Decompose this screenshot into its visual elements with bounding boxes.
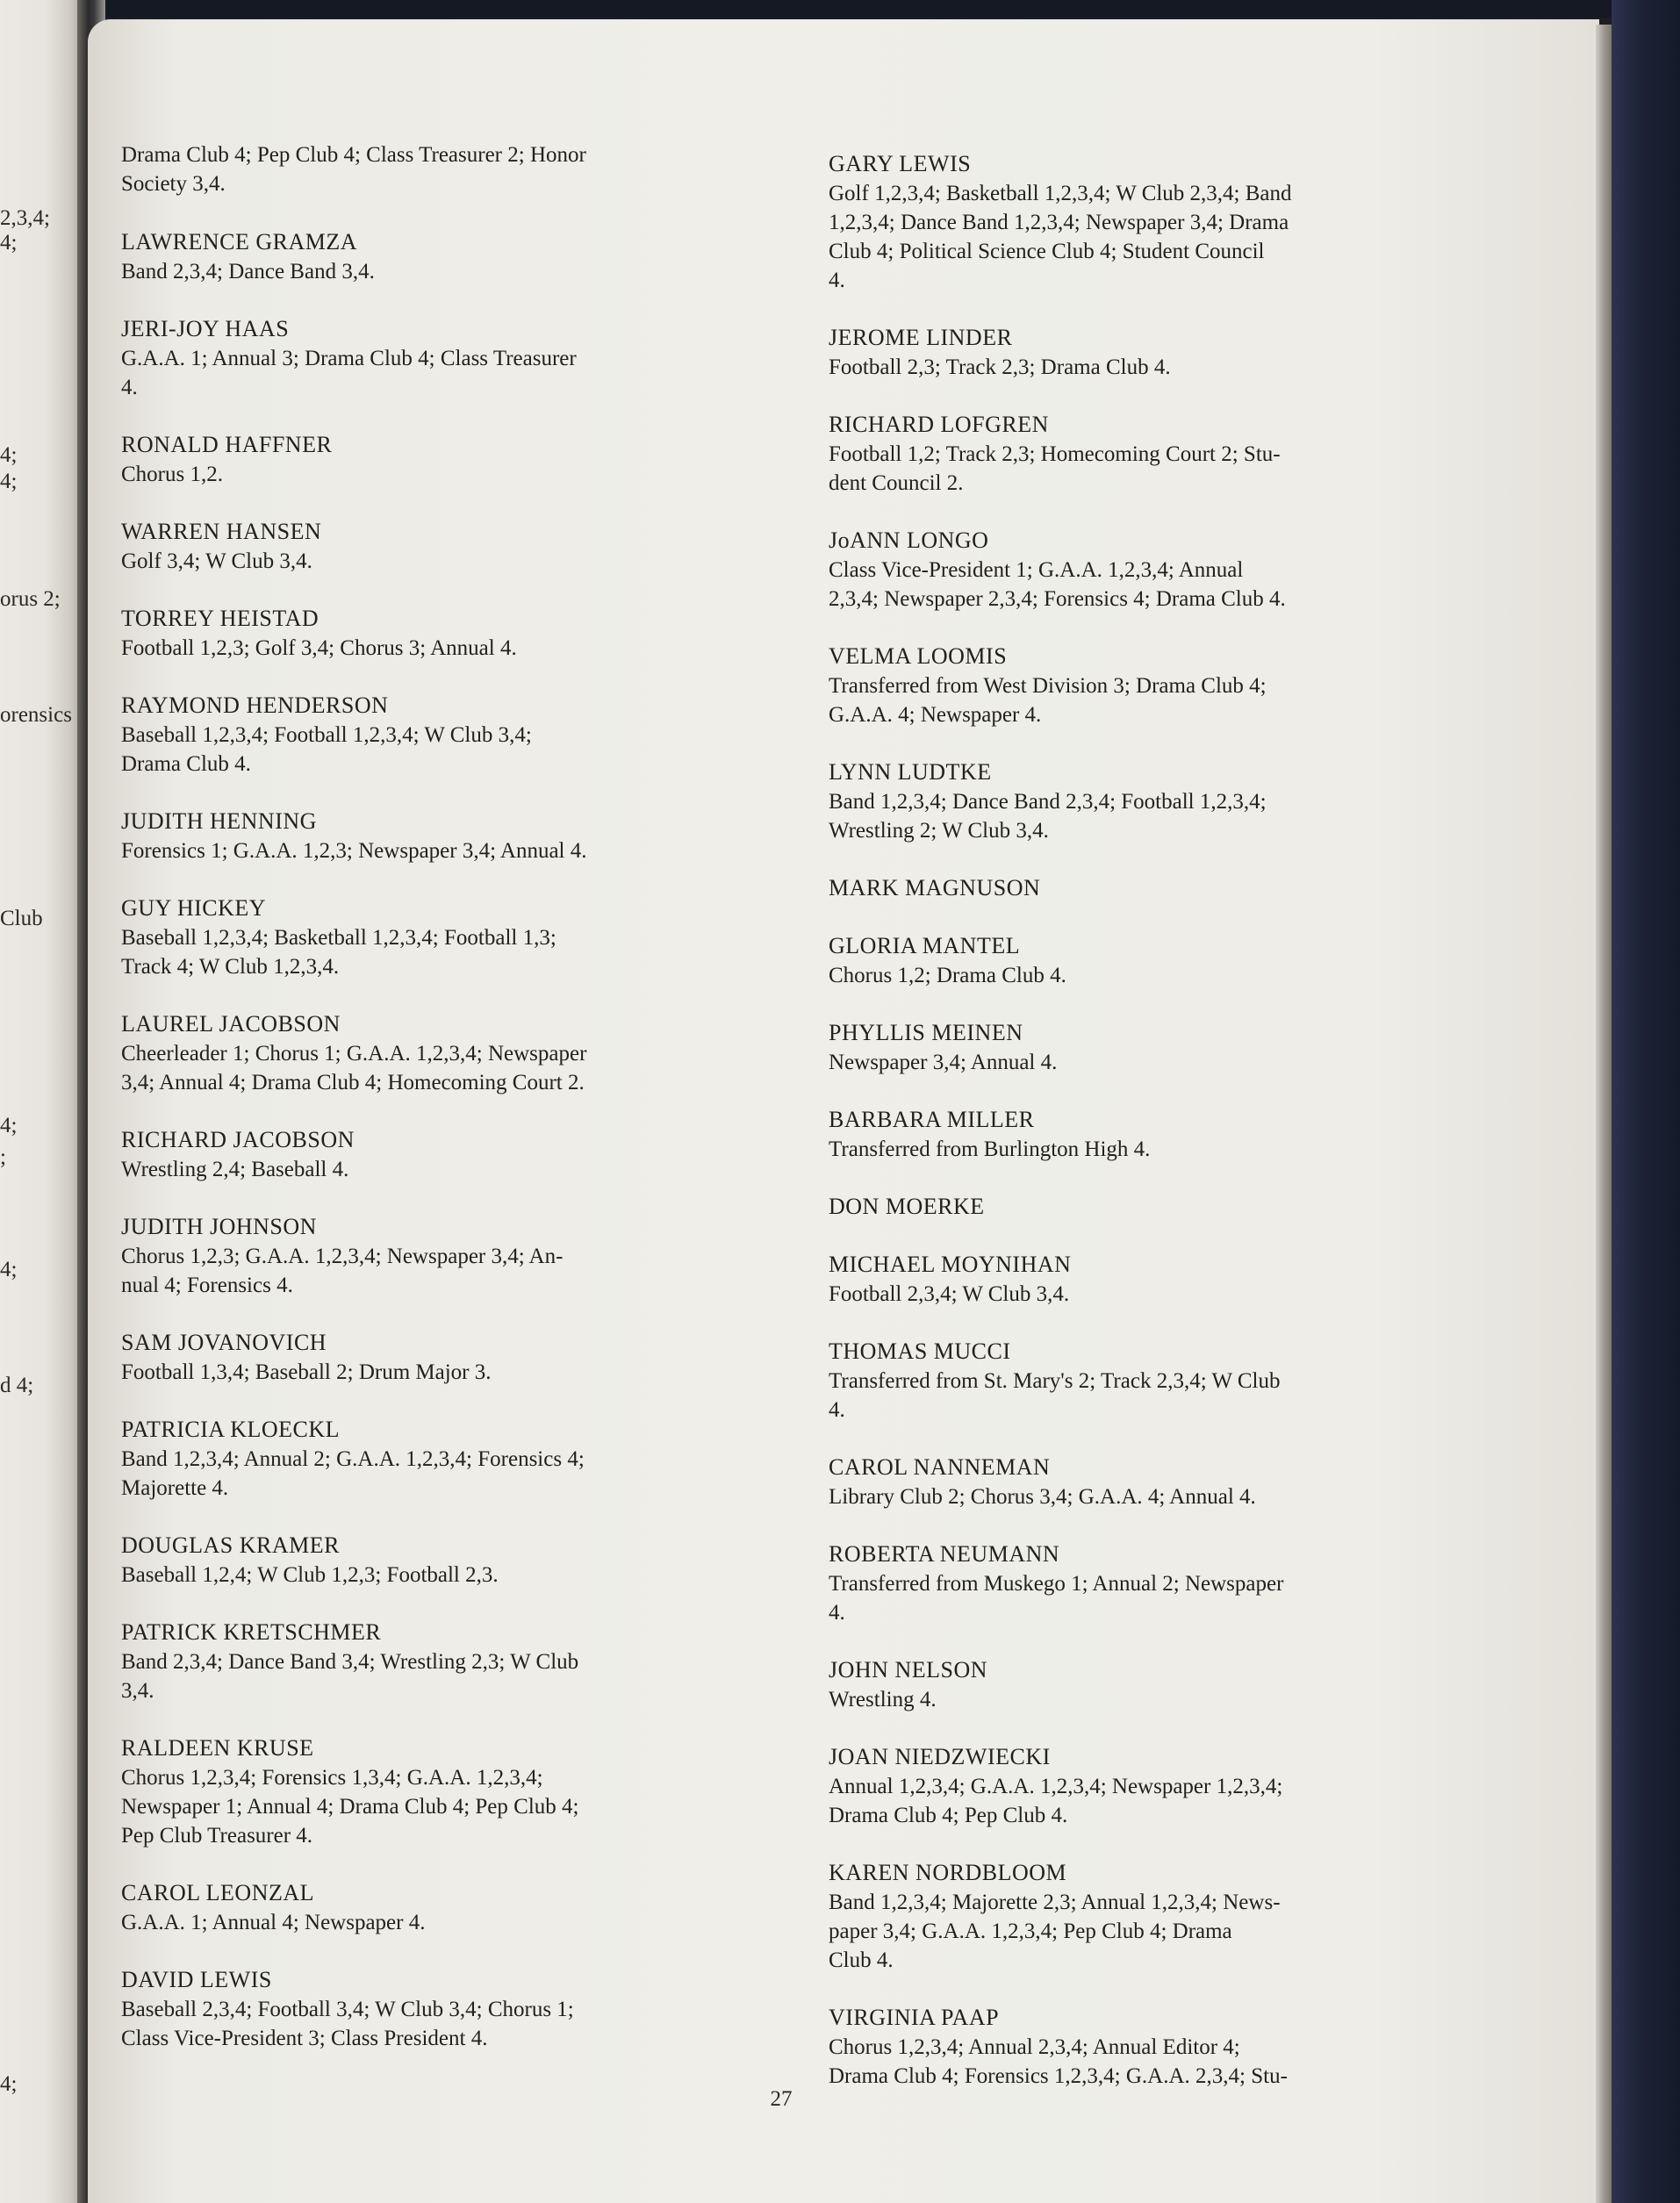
- book-cover-top-edge: [53, 0, 1680, 18]
- student-name: WARREN HANSEN: [121, 519, 322, 544]
- student-activities: Band 1,2,3,4; Majorette 2,3; Annual 1,2,3,4; News- paper 3,4; G.A.A. 1,2,3,4; Pep Club 4; Drama Club 4.: [829, 1891, 1281, 1972]
- student-name: MICHAEL MOYNIHAN: [829, 1252, 1072, 1277]
- student-entry: [829, 1250, 1461, 1309]
- student-name: BARBARA MILLER: [829, 1107, 1035, 1132]
- student-entry: [829, 1655, 1461, 1714]
- student-entry: [121, 1212, 753, 1300]
- student-entry: [121, 1878, 753, 1937]
- page-stack-edge: [1596, 25, 1612, 2203]
- senior-activities-right-column: [829, 140, 1461, 2091]
- student-entry: [829, 410, 1461, 498]
- student-activities: Chorus 1,2,3,4; Forensics 1,3,4; G.A.A. 1,2,3,4; Newspaper 1; Annual 4; Drama Club 4; Pep Club 4; Pep Club Treasurer 4.: [121, 1766, 579, 1848]
- student-entry: [829, 1337, 1461, 1424]
- student-entry: [121, 227, 753, 286]
- student-activities: Band 1,2,3,4; Dance Band 2,3,4; Football 1,2,3,4; Wrestling 2; W Club 3,4.: [829, 790, 1267, 843]
- student-entry: [829, 1453, 1461, 1511]
- student-activities: Baseball 1,2,3,4; Basketball 1,2,3,4; Football 1,3; Track 4; W Club 1,2,3,4.: [121, 926, 556, 979]
- student-name: JOHN NELSON: [829, 1657, 987, 1683]
- student-name: RAYMOND HENDERSON: [121, 692, 389, 718]
- student-activities: Transferred from Burlington High 4.: [829, 1137, 1151, 1161]
- student-activities: Transferred from West Division 3; Drama Club 4; G.A.A. 4; Newspaper 4.: [829, 674, 1267, 727]
- student-name: JOAN NIEDZWIECKI: [829, 1744, 1051, 1769]
- student-name: LAWRENCE GRAMZA: [121, 229, 358, 255]
- left-page-fragment: 4;: [0, 1258, 18, 1281]
- student-activities: Newspaper 3,4; Annual 4.: [829, 1051, 1058, 1074]
- student-entry: [829, 873, 1461, 903]
- student-activities: Annual 1,2,3,4; G.A.A. 1,2,3,4; Newspaper 1,2,3,4; Drama Club 4; Pep Club 4.: [829, 1775, 1283, 1827]
- student-entry: [121, 1328, 753, 1387]
- student-name: JUDITH JOHNSON: [121, 1214, 317, 1239]
- student-entry: [829, 931, 1461, 990]
- student-entry: [829, 1539, 1461, 1627]
- student-activities: Cheerleader 1; Chorus 1; G.A.A. 1,2,3,4; Newspaper 3,4; Annual 4; Drama Club 4; Homecoming Court 2.: [121, 1042, 587, 1094]
- student-name: VIRGINIA PAAP: [829, 2005, 1000, 2030]
- student-entry: [829, 149, 1461, 295]
- left-page-fragment: 4;: [0, 1114, 18, 1137]
- student-name: DON MOERKE: [829, 1194, 985, 1219]
- left-page-fragment: orus 2;: [0, 587, 61, 611]
- student-name: DAVID LEWIS: [121, 1967, 272, 1992]
- student-name: ROBERTA NEUMANN: [829, 1541, 1060, 1567]
- student-activities: Football 1,2; Track 2,3; Homecoming Court 2; Stu- dent Council 2.: [829, 442, 1281, 495]
- student-name: KAREN NORDBLOOM: [829, 1860, 1067, 1885]
- page-number: 27: [770, 2087, 793, 2111]
- student-entry: [121, 1618, 753, 1705]
- student-activities: Football 2,3,4; W Club 3,4.: [829, 1282, 1070, 1306]
- student-name: JEROME LINDER: [829, 325, 1013, 350]
- student-name: LAUREL JACOBSON: [121, 1011, 341, 1037]
- student-activities: Baseball 1,2,3,4; Football 1,2,3,4; W Club 3,4; Drama Club 4.: [121, 723, 532, 776]
- student-activities: G.A.A. 1; Annual 3; Drama Club 4; Class Treasurer 4.: [121, 347, 577, 399]
- student-activities: G.A.A. 1; Annual 4; Newspaper 4.: [121, 1911, 426, 1934]
- student-entry: [121, 604, 753, 663]
- student-entry: [121, 1733, 753, 1850]
- student-name: PATRICIA KLOECKL: [121, 1417, 341, 1442]
- left-page-fragment: d 4;: [0, 1374, 34, 1397]
- student-activities: Football 2,3; Track 2,3; Drama Club 4.: [829, 355, 1171, 379]
- student-activities: Chorus 1,2,3,4; Annual 2,3,4; Annual Editor 4; Drama Club 4; Forensics 1,2,3,4; G.A.A. 2,3,4; Stu-: [829, 2035, 1288, 2088]
- student-name: RICHARD LOFGREN: [829, 412, 1049, 437]
- student-activities: Forensics 1; G.A.A. 1,2,3; Newspaper 3,4; Annual 4.: [121, 839, 587, 863]
- student-activities: Golf 3,4; W Club 3,4.: [121, 549, 312, 573]
- student-entry: [121, 691, 753, 779]
- student-activities: Chorus 1,2.: [121, 463, 223, 486]
- student-activities: Band 1,2,3,4; Annual 2; G.A.A. 1,2,3,4; Forensics 4; Majorette 4.: [121, 1447, 585, 1500]
- student-name: LYNN LUDTKE: [829, 759, 992, 785]
- student-activities: Class Vice-President 1; G.A.A. 1,2,3,4; Annual 2,3,4; Newspaper 2,3,4; Forensics 4; Drama Club 4.: [829, 558, 1286, 611]
- student-activities: Golf 1,2,3,4; Basketball 1,2,3,4; W Club 2,3,4; Band 1,2,3,4; Dance Band 1,2,3,4; Newspaper 3,4; Drama Club 4; Political Science Club 4; Student Council 4.: [829, 182, 1292, 292]
- left-page-fragment: Club: [0, 907, 43, 930]
- student-entry: [121, 807, 753, 865]
- student-name: PATRICK KRETSCHMER: [121, 1619, 382, 1645]
- student-entry: [829, 757, 1461, 845]
- student-name: JERI-JOY HAAS: [121, 316, 290, 341]
- student-entry: [121, 1009, 753, 1097]
- left-page-fragment: 2,3,4;: [0, 206, 50, 230]
- left-page-fragment: ;: [0, 1145, 6, 1169]
- student-activities: Baseball 1,2,4; W Club 1,2,3; Football 2,3.: [121, 1563, 499, 1587]
- student-name: VELMA LOOMIS: [829, 643, 1008, 669]
- student-activities: Wrestling 4.: [829, 1688, 937, 1711]
- book-cover-right-edge: [1612, 0, 1680, 2203]
- student-name: GARY LEWIS: [829, 151, 972, 176]
- student-activities: Band 2,3,4; Dance Band 3,4.: [121, 260, 375, 283]
- student-name: JoANN LONGO: [829, 527, 989, 553]
- student-entry: [121, 314, 753, 402]
- student-activities: Transferred from St. Mary's 2; Track 2,3,4; W Club 4.: [829, 1369, 1281, 1422]
- left-page-fragment: orensics: [0, 703, 72, 727]
- student-name: PHYLLIS MEINEN: [829, 1020, 1023, 1045]
- left-page-fragment: 4;: [0, 443, 18, 467]
- left-page-edge: [0, 0, 83, 2203]
- student-activities: Baseball 2,3,4; Football 3,4; W Club 3,4; Chorus 1; Class Vice-President 3; Class President 4.: [121, 1998, 574, 2050]
- student-entry: [121, 1125, 753, 1184]
- student-entry: [829, 1018, 1461, 1077]
- student-entry: [829, 1105, 1461, 1164]
- left-page-fragment: 4;: [0, 231, 18, 255]
- student-entry: [829, 2003, 1461, 2091]
- student-activities: Football 1,3,4; Baseball 2; Drum Major 3.: [121, 1360, 492, 1384]
- student-entry: [829, 526, 1461, 614]
- student-activities: Chorus 1,2; Drama Club 4.: [829, 964, 1066, 987]
- student-name: MARK MAGNUSON: [829, 875, 1041, 901]
- student-entry: [829, 323, 1461, 382]
- student-entry: [121, 1415, 753, 1503]
- student-name: RONALD HAFFNER: [121, 432, 333, 457]
- student-activities: Drama Club 4; Pep Club 4; Class Treasurer 2; Honor Society 3,4.: [121, 143, 586, 196]
- student-name: SAM JOVANOVICH: [121, 1330, 327, 1355]
- student-name: CAROL NANNEMAN: [829, 1454, 1051, 1480]
- student-entry: [829, 1192, 1461, 1222]
- student-entry: [121, 517, 753, 576]
- student-entry: [121, 430, 753, 489]
- student-activities: Wrestling 2,4; Baseball 4.: [121, 1158, 349, 1181]
- student-name: THOMAS MUCCI: [829, 1338, 1011, 1364]
- student-entry: [829, 1858, 1461, 1975]
- student-name: JUDITH HENNING: [121, 808, 317, 834]
- student-name: GUY HICKEY: [121, 895, 267, 921]
- left-page-fragment: 4;: [0, 470, 18, 493]
- senior-activities-left-column: [121, 140, 753, 2053]
- student-entry: [829, 1742, 1461, 1830]
- student-name: TORREY HEISTAD: [121, 606, 319, 631]
- student-activities: Chorus 1,2,3; G.A.A. 1,2,3,4; Newspaper 3,4; An- nual 4; Forensics 4.: [121, 1245, 564, 1297]
- student-entry: [121, 893, 753, 981]
- student-name: GLORIA MANTEL: [829, 933, 1021, 958]
- student-activities: Band 2,3,4; Dance Band 3,4; Wrestling 2,3; W Club 3,4.: [121, 1650, 579, 1703]
- student-activities: Transferred from Muskego 1; Annual 2; Newspaper 4.: [829, 1572, 1284, 1625]
- student-name: CAROL LEONZAL: [121, 1880, 315, 1905]
- student-activities: Library Club 2; Chorus 3,4; G.A.A. 4; Annual 4.: [829, 1485, 1256, 1509]
- student-entry: [121, 1965, 753, 2053]
- student-name: RICHARD JACOBSON: [121, 1127, 355, 1152]
- student-name: RALDEEN KRUSE: [121, 1735, 314, 1761]
- student-entry: [121, 140, 753, 198]
- student-entry: [829, 642, 1461, 729]
- student-entry: [121, 1531, 753, 1589]
- left-page-fragment: 4;: [0, 2072, 18, 2096]
- student-activities: Football 1,2,3; Golf 3,4; Chorus 3; Annual 4.: [121, 636, 517, 660]
- student-name: DOUGLAS KRAMER: [121, 1532, 340, 1558]
